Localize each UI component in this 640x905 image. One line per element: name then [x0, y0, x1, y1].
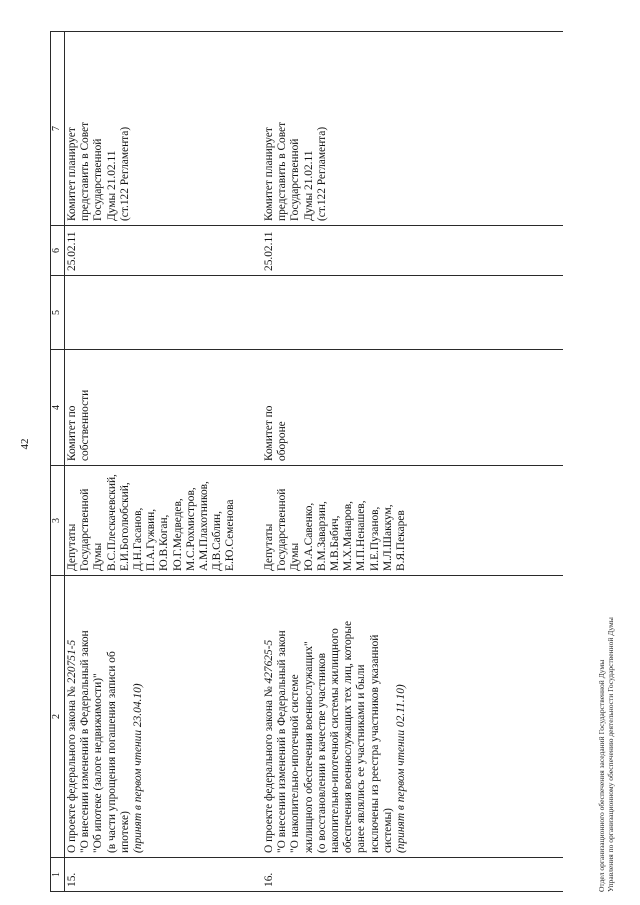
- bill-title-line: системы): [381, 808, 394, 853]
- author-line: Депутаты: [66, 523, 78, 571]
- note-line: (ст.122 Регламента): [118, 126, 131, 221]
- bill-intro-text: О проекте федерального закона №: [66, 683, 78, 853]
- bill-title-line: исключены из реестра участников указанной: [368, 634, 381, 853]
- committee-line: Комитет по: [66, 405, 78, 461]
- responsible-committee: [65, 350, 263, 466]
- page-number: 42: [19, 438, 31, 450]
- first-reading-note: (принят в первом чтении 23.04.10): [132, 683, 145, 853]
- author-line: Думы: [92, 542, 105, 571]
- author-line: М.С.Рохмистров,: [184, 487, 197, 571]
- author-line: Ю.В.Коган,: [158, 514, 171, 571]
- column-number-header: [51, 32, 65, 892]
- rotated-page-content: [50, 32, 610, 892]
- bill-authors: [65, 466, 263, 576]
- table-row: [65, 32, 263, 892]
- author-line: Депутаты: [263, 523, 275, 571]
- responsible-committee: [262, 350, 563, 466]
- first-reading-note: (принят в первом чтении 02.11.10): [395, 684, 408, 853]
- author-line: Ю.А.Савенко,: [302, 502, 315, 571]
- committee-line: обороне: [276, 421, 289, 461]
- col-header-5: 5: [51, 276, 65, 350]
- note-line: представить в Совет: [276, 121, 289, 221]
- author-line: В.М.Заварзин,: [315, 501, 328, 571]
- bill-intro-text: О проекте федерального закона №: [263, 683, 275, 853]
- author-line: М.В.Бабич,: [329, 515, 342, 571]
- bill-title-line: "О внесении изменений в Федеральный закон: [79, 630, 92, 853]
- col-header-7: 7: [51, 32, 65, 226]
- author-line: М.П.Ненашев,: [355, 500, 368, 571]
- author-line: А.М.Плахотников,: [198, 481, 211, 571]
- author-line: П.А.Гужвин,: [145, 508, 158, 571]
- footer-notes: [597, 562, 615, 892]
- note-line: (ст.122 Регламента): [315, 126, 328, 221]
- author-line: Д.В.Саблин,: [211, 511, 224, 571]
- committee-line: собственности: [79, 389, 92, 461]
- bill-title-line: (в части упрощения погашения записи об: [105, 651, 118, 853]
- col-header-2: 2: [51, 576, 65, 858]
- bill-title-line: ранее являлись ее участниками и были: [355, 664, 368, 853]
- note-line: представить в Совет: [79, 121, 92, 221]
- col-header-4: 4: [51, 350, 65, 466]
- table-row: [262, 32, 563, 892]
- author-line: И.Е.Пузанов,: [368, 506, 381, 571]
- bill-title-line: "Об ипотеке (залоге недвижимости)": [92, 673, 105, 853]
- note-line: Государственной: [92, 138, 105, 221]
- row-number: 16.: [262, 858, 563, 892]
- committee-line: Комитет по: [263, 405, 275, 461]
- date-cell: 25.02.11: [65, 226, 263, 276]
- column-5-cell: [65, 276, 263, 350]
- note-line: Комитет планирует: [263, 127, 275, 221]
- bill-authors: [262, 466, 563, 576]
- bill-number: 427625-5: [263, 639, 275, 684]
- author-line: Государственной: [276, 488, 289, 571]
- note-cell: [262, 32, 563, 226]
- note-line: Государственной: [289, 138, 302, 221]
- bill-title-line: ипотеке): [118, 811, 131, 853]
- note-line: Думы 21.02.11: [105, 150, 118, 221]
- bill-title-line: "О внесении изменений в Федеральный закон: [276, 630, 289, 853]
- bill-description: [65, 576, 263, 858]
- bill-title-line: "О накопительно-ипотечной системе: [289, 674, 302, 853]
- note-cell: [65, 32, 263, 226]
- author-line: М.Л.Шаккум,: [381, 504, 394, 571]
- row-number: 15.: [65, 858, 263, 892]
- author-line: В.Я.Пекарев: [395, 510, 408, 571]
- date-cell: 25.02.11: [262, 226, 563, 276]
- col-header-1: 1: [51, 858, 65, 892]
- col-header-6: 6: [51, 226, 65, 276]
- bill-title-line: жилищного обеспечения военнослужащих": [302, 641, 315, 853]
- author-line: Ю.Г.Медведев,: [171, 498, 184, 571]
- col-header-3: 3: [51, 466, 65, 576]
- footer-line-department: Отдел организационного обеспечения заседаний Государственной Думы: [597, 659, 606, 892]
- bill-description: [262, 576, 563, 858]
- bill-number: 220751-5: [66, 639, 78, 684]
- author-line: Думы: [289, 542, 302, 571]
- author-line: Д.Н.Гасанов,: [132, 507, 145, 571]
- bill-title-line: накопительно-ипотечной системы жилищного: [329, 628, 342, 853]
- footer-line-directorate: Управления по организационному обеспечению деятельности Государственной Думы: [606, 617, 615, 892]
- agenda-table: [50, 31, 563, 892]
- author-line: В.С.Плескачевский,: [105, 474, 118, 571]
- author-line: Е.Ю.Семенова: [224, 499, 237, 571]
- author-line: М.Х.Манаров,: [342, 500, 355, 571]
- column-5-cell: [262, 276, 563, 350]
- note-line: Думы 21.02.11: [302, 150, 315, 221]
- bill-title-line: обеспечения военнослужащих тех лиц, которые: [342, 620, 355, 853]
- author-line: Государственной: [79, 488, 92, 571]
- bill-title-line: (о восстановлении в качестве участников: [315, 652, 328, 853]
- author-line: Е.И.Боголюбский,: [118, 482, 131, 571]
- note-line: Комитет планирует: [66, 127, 78, 221]
